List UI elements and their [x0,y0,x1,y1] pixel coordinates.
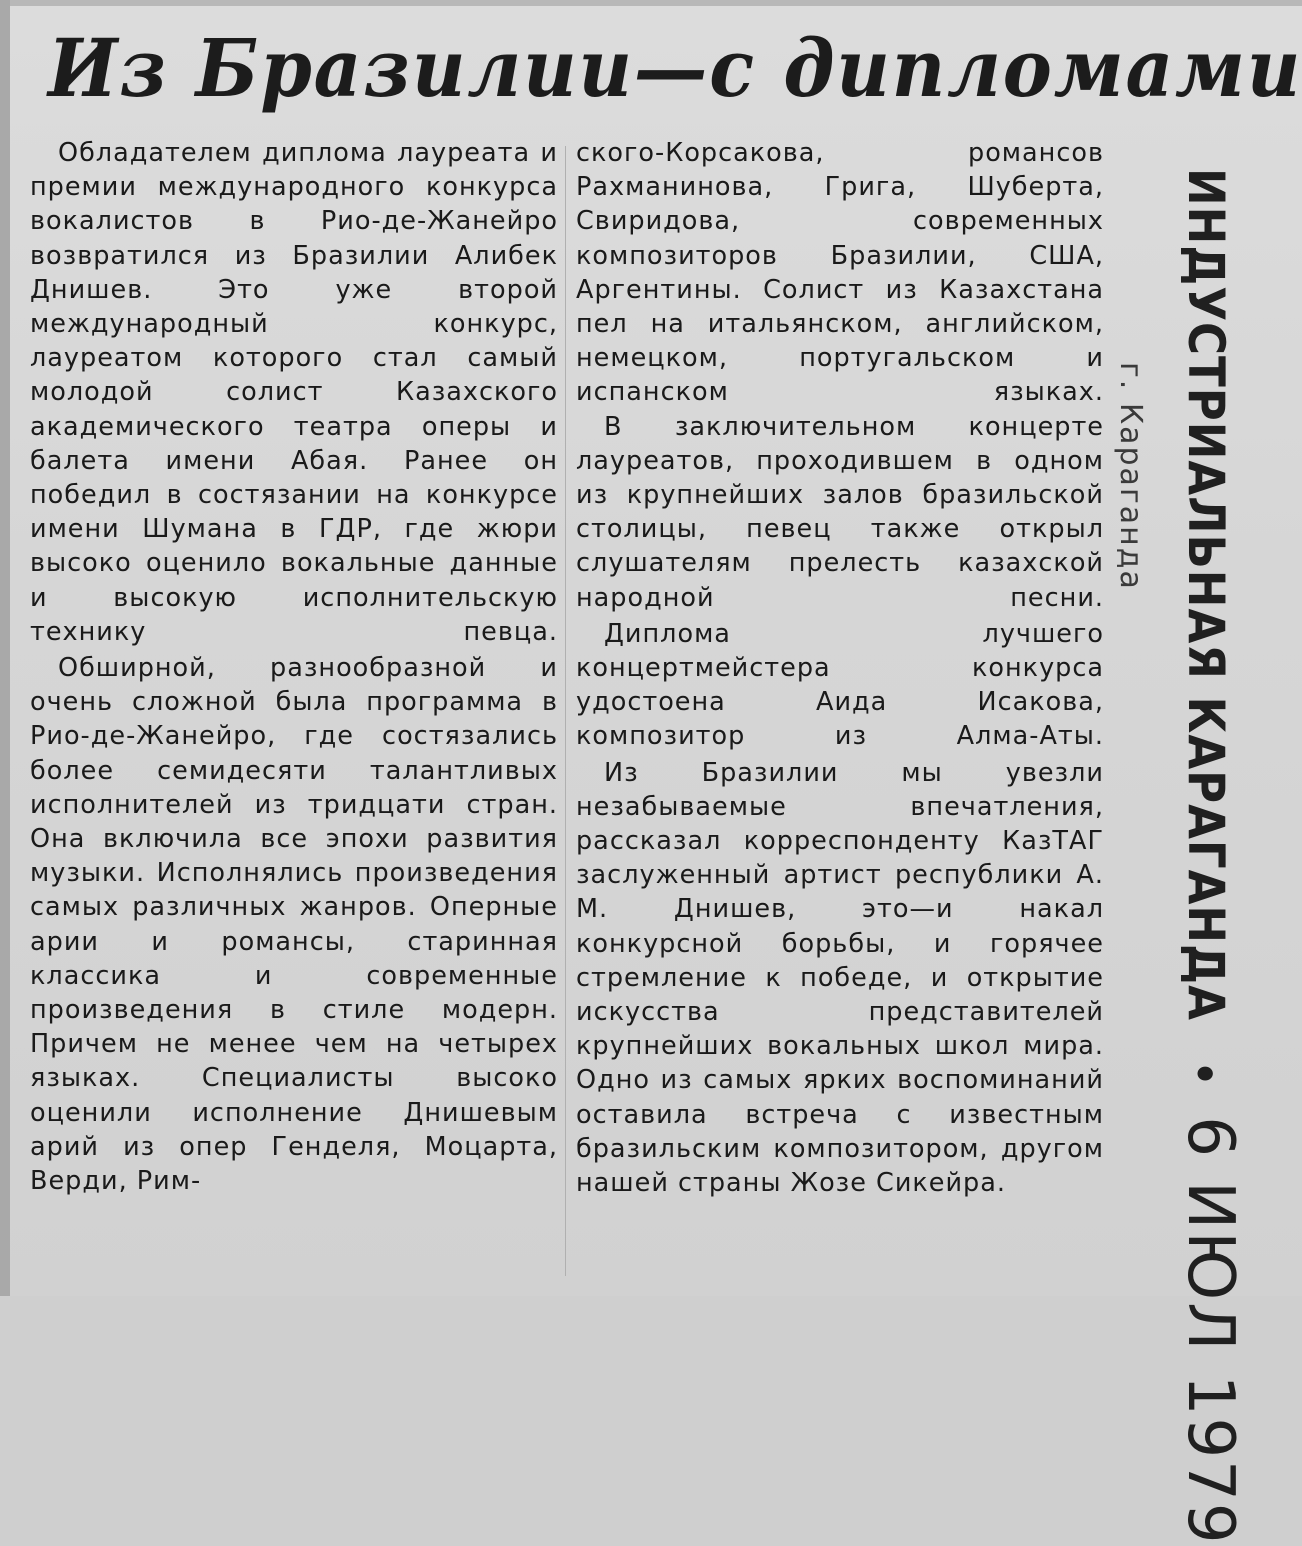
article-paragraph: Обладателем диплома лауреата и премии международного конкурса вокалистов в Рио-де-Жанейро возвратился из Бразилии Алибек Днишев. Это уже второй международный конкурс, лауреатом которого стал самый молодой солист Казахского академического театра оперы и балета имени Абая. Ранее он победил в состязании на конкурсе имени Шумана в ГДР, где жюри высоко оценило вокальные данные и высокую исполнительскую технику певца. [30,138,558,647]
article-column-left [30,136,558,1198]
newspaper-date-stamp [1173,168,1247,1546]
stamp-city: г. Караганда [1113,362,1148,591]
paper-edge-left [0,0,10,1296]
article-paragraph: Из Бразилии мы увезли незабываемые впечатления, рассказал корреспонденту КазТАГ заслуженный артист республики А. М. Днишев, это—и накал конкурсной борьбы, и горячее стремление к победе, и открытие искусства представителей крупнейших вокальных школ мира. Одно из самых ярких воспоминаний оставила встреча с известным бразильским композитором, другом нашей страны Жозе Сикейра. [576,757,1104,1199]
article-paragraph: Обширной, разнообразной и очень сложной была программа в Рио-де-Жанейро, где состязались более семидесяти талантливых исполнителей из тридцати стран. Она включила все эпохи развития музыки. Исполнялись произведения самых различных жанров. Оперные арии и романсы, старинная классика и современные произведения в стиле модерн. Причем не менее чем на четырех языках. Специалисты высоко оценили исполнение Днишевым арий из опер Генделя, Моцарта, Верди, Рим- [30,653,558,1197]
article-paragraph: ского-Корсакова, романсов Рахманинова, Грига, Шуберта, Свиридова, современных композиторов Бразилии, США, Аргентины. Солист из Казахстана пел на итальянском, английском, немецком, португальском и испанском языках. [576,138,1104,408]
stamp-newspaper-name: ИНДУСТРИАЛЬНАЯ КАРАГАНДА [1177,168,1235,1021]
article-paragraph: Диплома лучшего концертмейстера конкурса удостоена Аида Исакова, композитор из Алма-Аты. [576,618,1104,752]
stamp-date: 6 ИЮЛ 1979 [1173,1116,1247,1546]
stamp-separator: • [1178,1060,1229,1087]
paper-edge-top [0,0,1302,6]
article-paragraph: В заключительном концерте лауреатов, проходившем в одном из крупнейших залов бразильской столицы, певец также открыл слушателям прелесть казахской народной песни. [576,411,1104,613]
column-divider [565,146,566,1276]
article-headline: Из Бразилии—с дипломами [48,21,1302,115]
article-column-right [576,136,1104,1200]
